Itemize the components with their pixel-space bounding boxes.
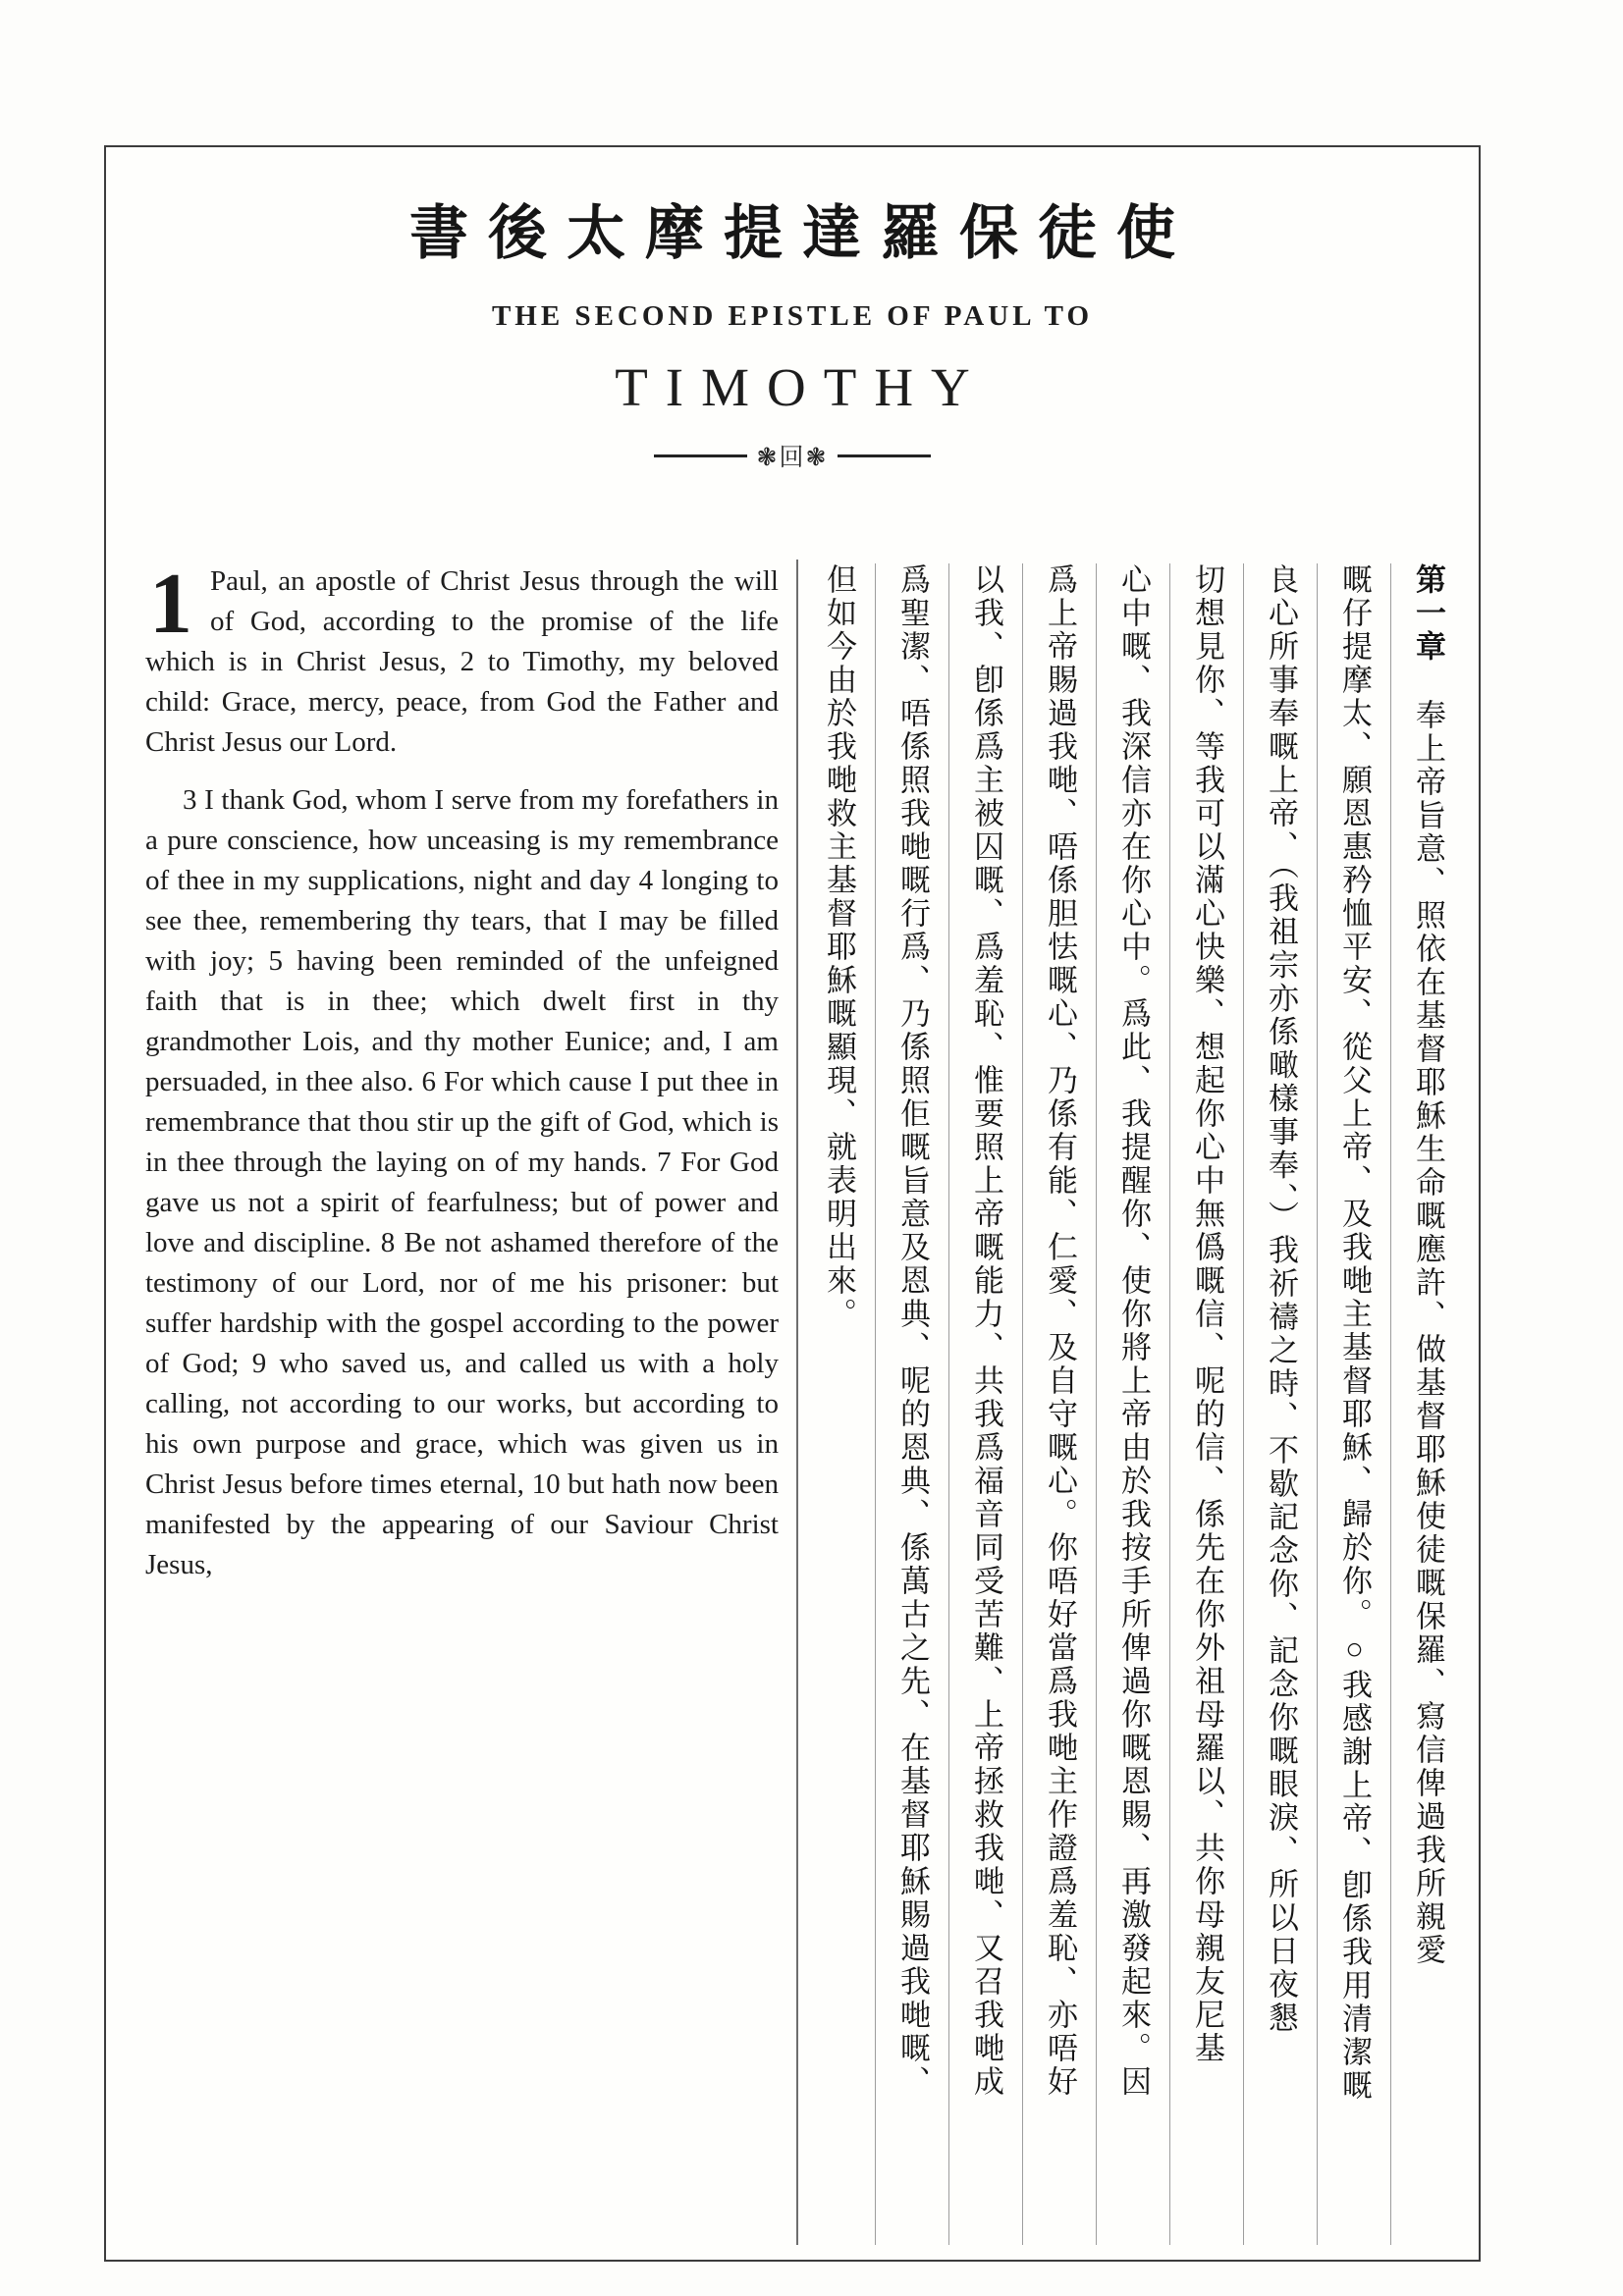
divider-line-left xyxy=(654,454,747,457)
chinese-column-8: 爲聖潔、唔係照我哋嘅行爲、乃係照佢嘅旨意及恩典、呢的恩典、係萬古之先、在基督耶穌賜過我哋嘅、 xyxy=(876,563,949,2245)
verse-paragraph-1 xyxy=(145,557,779,763)
ornament-divider xyxy=(106,438,1479,473)
chinese-text-section xyxy=(796,560,1472,2245)
page-body xyxy=(134,557,1457,2245)
chinese-column-7: 以我、卽係爲主被囚嘅、爲羞恥、惟要照上帝嘅能力、共我爲福音同受苦難、上帝拯救我哋、又召我哋成 xyxy=(949,563,1023,2245)
chapter-heading: 第一章 xyxy=(1411,563,1445,664)
divider-ornament: ❃回❃ xyxy=(756,445,829,471)
chapter-number-dropcap: 1 xyxy=(149,557,192,652)
chinese-book-title: 書後太摩提達羅保徒使 xyxy=(409,201,1195,266)
verse-paragraph-2: 3 I thank God, whom I serve from my forefathers in a pure conscience, how unceasing is my remembrance of thee in my supplications, night and day 4 longing to see thee, remembering thy tears, that I may be filled with joy; 5 having been reminded of the unfeigned faith that is in thee; which dwelt first in thy grandmother Lois, and thy mother Eunice; and, I am persuaded, in thee also. 6 For which cause I put thee in remembrance that thou stir up the gift of God, which is in thee through the laying on of my hands. 7 For God gave us not a spirit of fearfulness; but of power and love and discipline. 8 Be not ashamed therefore of the testimony of our Lord, nor of me his prisoner: but suffer hardship with the gospel according to the power of God; 9 who saved us, and called us with a holy calling, not according to our works, but according to his own purpose and grace, which was given us in Christ Jesus before times eternal, 10 but hath now been manifested by the appearing of our Saviour Christ Jesus, xyxy=(145,784,779,1580)
chinese-column-9: 但如今由於我哋救主基督耶穌嘅顯現、就表明出來。 xyxy=(802,563,876,2245)
chinese-column-4: 切想見你、等我可以滿心快樂、想起你心中無僞嘅信、呢的信、係先在你外祖母羅以、共你母親友尼基 xyxy=(1170,563,1244,2245)
page-header xyxy=(106,147,1479,473)
book-title: TIMOTHY xyxy=(615,357,988,417)
english-text-column xyxy=(134,557,796,2245)
chinese-column-3: 良心所事奉嘅上帝、（我祖宗亦係噉樣事奉、）我祈禱之時、不歇記念你、記念你嘅眼淚、所以日夜懇 xyxy=(1244,563,1318,2245)
english-subtitle: THE SECOND EPISTLE OF PAUL TO xyxy=(491,300,1094,332)
divider-line-right xyxy=(838,454,931,457)
chinese-column-1 xyxy=(1391,563,1464,2245)
chinese-column-1-text: 奉上帝旨意、照依在基督耶穌生命嘅應許、做基督耶穌使徒嘅保羅、寫信俾過我所親愛 xyxy=(1411,699,1445,1967)
chinese-column-5: 心中嘅、我深信亦在你心中。爲此、我提醒你、使你將上帝由於我按手所俾過你嘅恩賜、再激發起來。因 xyxy=(1097,563,1170,2245)
page-frame xyxy=(104,145,1481,2262)
verse-text-1: Paul, an apostle of Christ Jesus through the will of God, according to the promise of the life which is in Christ Jesus, 2 to Timothy, my beloved child: Grace, mercy, peace, from God the Father and Christ Jesus our Lord. xyxy=(145,565,779,758)
chinese-column-6: 爲上帝賜過我哋、唔係胆怯嘅心、乃係有能、仁愛、及自守嘅心。你唔好當爲我哋主作證爲羞恥、亦唔好 xyxy=(1023,563,1097,2245)
chinese-column-2: 嘅仔提摩太、願恩惠矜恤平安、從父上帝、及我哋主基督耶穌、歸於你。○我感謝上帝、卽係我用清潔嘅 xyxy=(1318,563,1391,2245)
